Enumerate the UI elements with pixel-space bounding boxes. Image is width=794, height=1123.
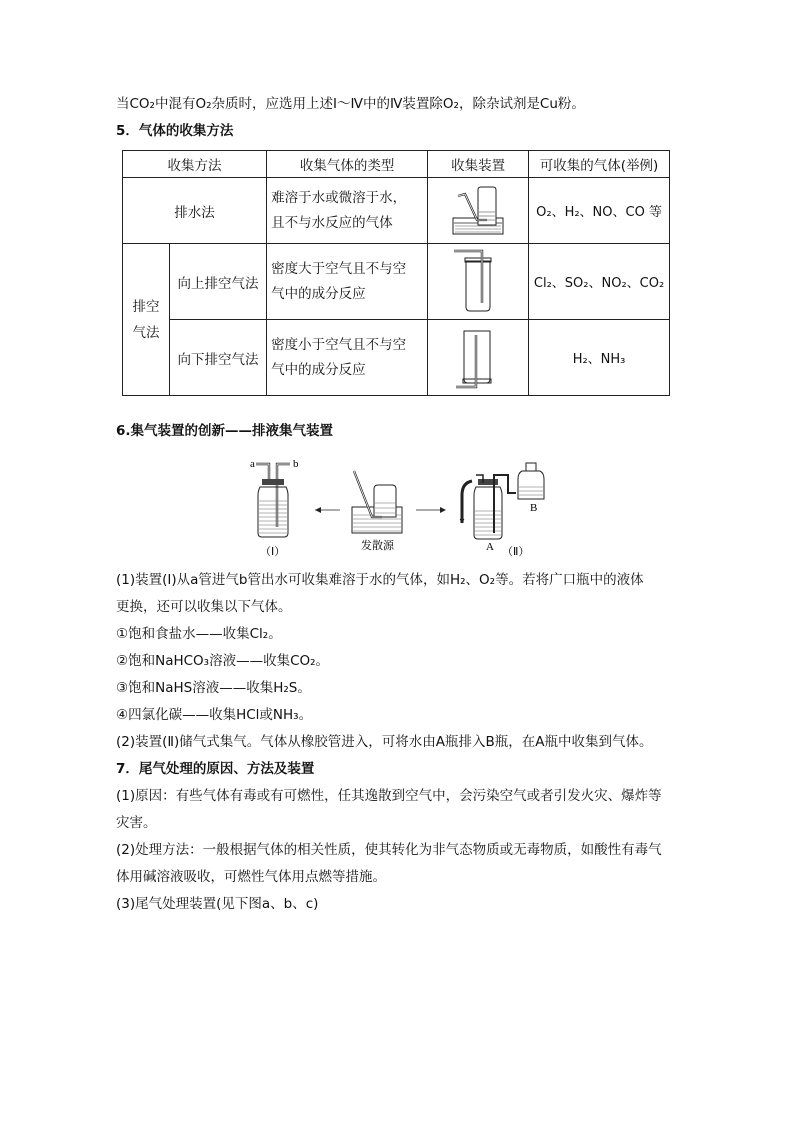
p1-line2: 更换，还可以收集以下气体。 bbox=[116, 599, 292, 615]
group-air-displacement bbox=[123, 244, 170, 396]
apparatus-II bbox=[460, 463, 544, 558]
label-b: b bbox=[293, 458, 299, 470]
label-II: （Ⅱ） bbox=[502, 545, 530, 558]
upward-air-displacement-bottle-icon bbox=[428, 244, 529, 320]
source-label: 发散源 bbox=[361, 539, 394, 552]
section6-heading: 6.集气装置的创新——排液集气装置 bbox=[116, 423, 334, 439]
downward-air-displacement-bottle-icon bbox=[428, 320, 529, 396]
table-row bbox=[123, 178, 670, 244]
arrow-left bbox=[315, 507, 340, 513]
s7-p2-line2: 体用碱溶液吸收，可燃性气体用点燃等措施。 bbox=[116, 869, 386, 885]
s7-p3: (3)尾气处理装置(见下图a、b、c) bbox=[116, 896, 319, 912]
list-item: ③饱和NaHS溶液——收集H₂S。 bbox=[116, 680, 311, 696]
label-a: a bbox=[250, 458, 255, 470]
gases-downward: H₂、NH₃ bbox=[529, 320, 670, 396]
list-item: ②饱和NaHCO₃溶液——收集CO₂。 bbox=[116, 653, 330, 669]
type-cell bbox=[267, 320, 428, 396]
group-label-line: 气法 bbox=[132, 324, 160, 341]
section5-heading: 5．气体的收集方法 bbox=[116, 123, 234, 139]
liquid-displacement-diagram bbox=[240, 455, 560, 565]
gases-upward: Cl₂、SO₂、NO₂、CO₂ bbox=[529, 244, 670, 320]
header-apparatus: 收集装置 bbox=[428, 151, 529, 178]
list-item: ①饱和食盐水——收集Cl₂。 bbox=[116, 626, 282, 642]
type-line: 且不与水反应的气体 bbox=[271, 214, 393, 231]
type-cell bbox=[267, 244, 428, 320]
s7-p2-line1: (2)处理方法：一般根据气体的相关性质，使其转化为非气态物质或无毒物质，如酸性有毒气 bbox=[116, 842, 662, 858]
method-upward-air: 向上排空气法 bbox=[170, 244, 267, 320]
type-line: 密度大于空气且不与空 bbox=[271, 260, 407, 277]
section7-heading: 7．尾气处理的原因、方法及装置 bbox=[116, 761, 315, 777]
arrow-right bbox=[416, 507, 446, 513]
group-label-line: 排空 bbox=[132, 298, 160, 315]
s7-p1-line2: 灾害。 bbox=[116, 815, 157, 831]
table-row bbox=[123, 320, 670, 396]
header-gases: 可收集的气体(举例) bbox=[529, 151, 670, 178]
table-header-row bbox=[123, 151, 670, 178]
label-B: B bbox=[530, 502, 538, 514]
gas-collection-table bbox=[122, 150, 670, 396]
p2-text: (2)装置(Ⅱ)储气式集气。气体从橡胶管进入，可将水由A瓶排入B瓶，在A瓶中收集到气体。 bbox=[116, 734, 653, 750]
p1-line1: (1)装置(Ⅰ)从a管进气b管出水可收集难溶于水的气体，如H₂、O₂等。若将广口瓶中的液体 bbox=[116, 572, 644, 588]
apparatus-I bbox=[250, 458, 299, 558]
gases-water: O₂、H₂、NO、CO 等 bbox=[529, 178, 670, 244]
s7-p1-line1: (1)原因：有些气体有毒或有可燃性，任其逸散到空气中，会污染空气或者引发火灾、爆炸等 bbox=[116, 788, 662, 804]
type-line: 密度小于空气且不与空 bbox=[271, 336, 407, 353]
water-displacement-apparatus-icon bbox=[428, 178, 529, 244]
header-method: 收集方法 bbox=[123, 151, 267, 178]
type-line: 气中的成分反应 bbox=[271, 285, 366, 302]
label-I: （Ⅰ） bbox=[260, 545, 286, 558]
label-A: A bbox=[486, 541, 494, 553]
intro-text: 当CO₂中混有O₂杂质时，应选用上述Ⅰ～Ⅳ中的Ⅳ装置除O₂，除杂试剂是Cu粉。 bbox=[116, 96, 585, 112]
header-type: 收集气体的类型 bbox=[267, 151, 428, 178]
method-downward-air: 向下排空气法 bbox=[170, 320, 267, 396]
type-line: 难溶于水或微溶于水， bbox=[271, 189, 407, 206]
type-line: 气中的成分反应 bbox=[271, 361, 366, 378]
gas-source-trough bbox=[352, 471, 402, 552]
list-item: ④四氯化碳——收集HCl或NH₃。 bbox=[116, 707, 313, 723]
table-row bbox=[123, 244, 670, 320]
method-water: 排水法 bbox=[123, 178, 267, 244]
type-cell bbox=[267, 178, 428, 244]
